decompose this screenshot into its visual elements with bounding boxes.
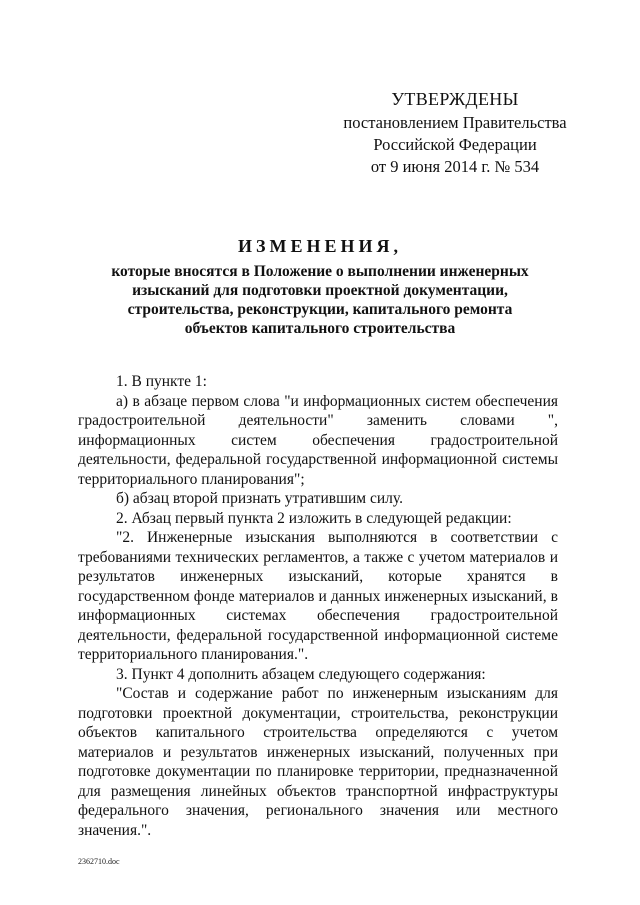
approval-line-1: постановлением Правительства <box>343 113 567 132</box>
approval-block <box>330 88 580 178</box>
paragraph-2: а) в абзаце первом слова "и информационных систем обеспечения градостроительной деятельности" заменить словами ", информационных систем обеспечения градостроительной деятельности, федеральной государственной информационной системы территориального планирования"; <box>78 392 558 488</box>
footer-filename: 2362710.doc <box>78 857 120 866</box>
approval-line-3: от 9 июня 2014 г. № 534 <box>370 157 540 176</box>
document-body <box>78 372 558 840</box>
document-subtitle: которые вносятся в Положение о выполнении инженерных изысканий для подготовки проектной документации, строительства, реконструкции, капитального ремонта объектов капитального строительства <box>111 263 529 337</box>
approval-title: УТВЕРЖДЕНЫ <box>391 89 519 109</box>
paragraph-1: 1. В пункте 1: <box>116 373 207 390</box>
approval-line-2: Российской Федерации <box>373 135 537 154</box>
paragraph-3: б) абзац второй признать утратившим силу. <box>116 490 403 507</box>
document-title: ИЗМЕНЕНИЯ, <box>237 236 402 256</box>
paragraph-6: 3. Пункт 4 дополнить абзацем следующего содержания: <box>116 665 486 683</box>
paragraph-4: 2. Абзац первый пункта 2 изложить в следующей редакции: <box>116 509 512 527</box>
paragraph-5: "2. Инженерные изыскания выполняются в соответствии с требованиями технических регламентов, а также с учетом материалов и результатов инженерных изысканий, которые хранятся в государственном фонде материалов и данных инженерных изысканий, в информационных системах обеспечения градостроительной деятельности, федеральной государственной информационной системе территориального планирования.". <box>78 529 558 663</box>
paragraph-7: "Состав и содержание работ по инженерным изысканиям для подготовки проектной документации, строительства, реконструкции объектов капитального строительства определяются с учетом материалов и результатов инженерных изысканий, полученных при подготовке документации по планировке территории, предназначенной для размещения линейных объектов транспортной инфраструктуры федерального значения, регионального значения или местного значения.". <box>78 685 558 839</box>
